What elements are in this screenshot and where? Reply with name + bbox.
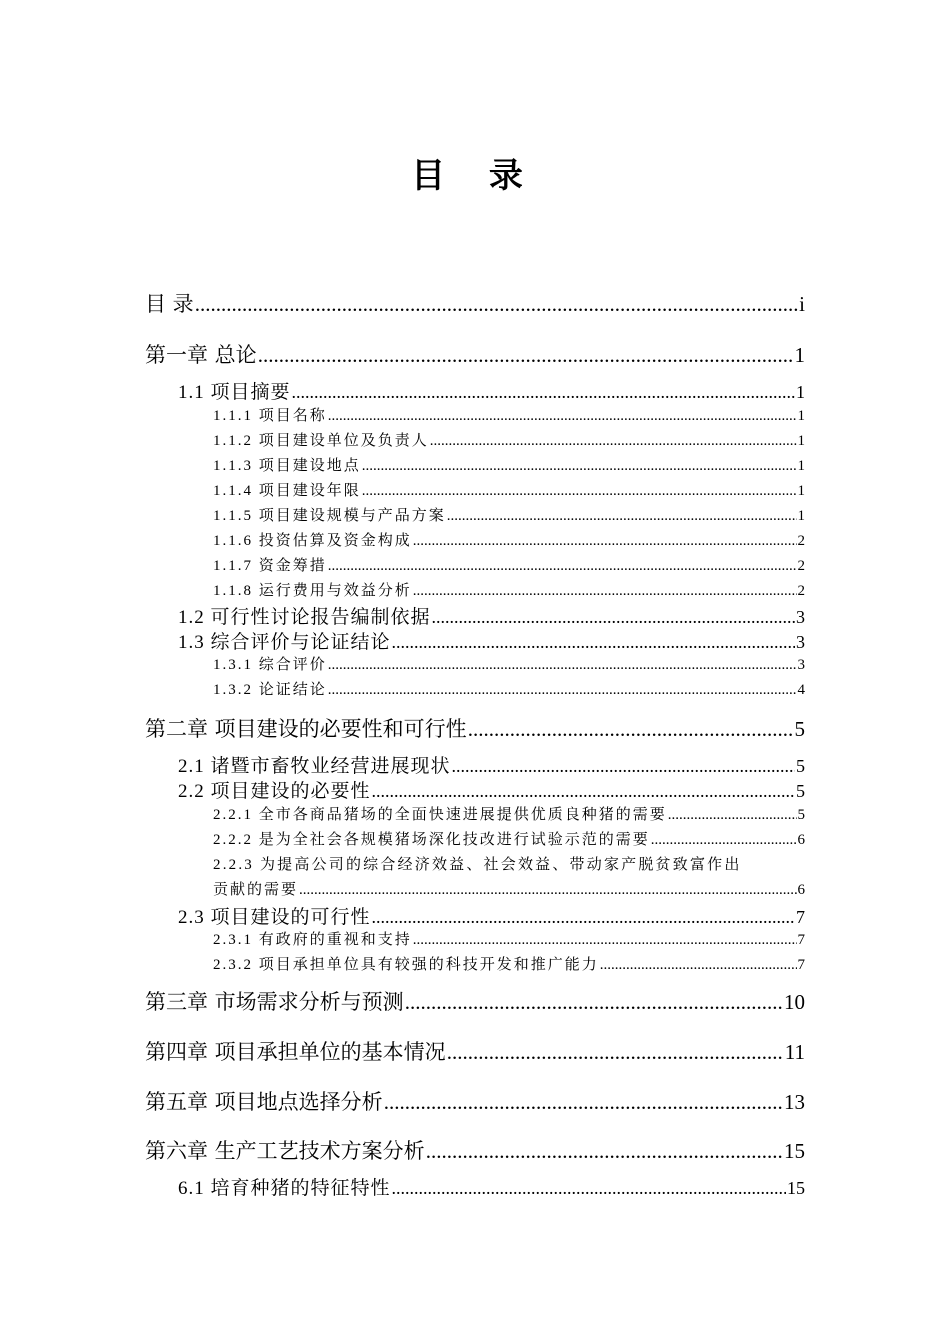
toc-leader-dots xyxy=(447,508,797,525)
toc-leader-dots xyxy=(392,632,795,653)
toc-leader-dots xyxy=(413,583,797,600)
toc-page-number: 1 xyxy=(797,458,805,474)
toc-leader-dots xyxy=(362,458,797,475)
toc-leader-dots xyxy=(405,990,783,1015)
toc-page-number: 7 xyxy=(797,932,805,948)
toc-leader-dots xyxy=(413,932,797,949)
toc-entry-text: 贡献的需要 xyxy=(213,882,299,898)
toc-entry-text: 1.2 可行性讨论报告编制依据 xyxy=(178,607,431,628)
toc-page-number: 7 xyxy=(797,957,805,973)
toc-entry[interactable] xyxy=(213,653,805,674)
toc-entry[interactable] xyxy=(178,377,805,404)
toc-entry[interactable] xyxy=(178,751,805,778)
toc-entry-text: 2.2 项目建设的必要性 xyxy=(178,781,371,802)
toc-entry-text: 1.3 综合评价与论证结论 xyxy=(178,632,391,653)
toc-page-number: 6 xyxy=(797,882,805,898)
toc-page-number: 6 xyxy=(797,832,805,848)
toc-entry[interactable] xyxy=(213,454,805,475)
toc-entry[interactable] xyxy=(145,1135,805,1165)
toc-leader-dots xyxy=(447,1040,784,1065)
toc-entry-text: 1.1.1 项目名称 xyxy=(213,408,327,424)
toc-entry[interactable] xyxy=(213,554,805,575)
toc-page-number: 3 xyxy=(796,607,805,627)
toc-entry[interactable] xyxy=(145,1086,805,1116)
toc-leader-dots xyxy=(328,408,797,425)
toc-entry[interactable] xyxy=(213,828,805,849)
toc-entry[interactable] xyxy=(213,803,805,824)
toc-page-number: 2 xyxy=(797,533,805,549)
toc-leader-dots xyxy=(258,343,794,368)
toc-page-number: 1 xyxy=(797,508,805,524)
toc-page-number: 13 xyxy=(784,1090,805,1114)
toc-entry-text: 第一章 总论 xyxy=(145,343,257,367)
toc-entry-text: 1.3.2 论证结论 xyxy=(213,682,327,698)
toc-entry-text: 1.1.2 项目建设单位及负责人 xyxy=(213,433,429,449)
toc-leader-dots xyxy=(430,433,797,450)
toc-entry-text: 1.1.4 项目建设年限 xyxy=(213,483,361,499)
toc-entry-text: 第六章 生产工艺技术方案分析 xyxy=(145,1139,425,1163)
toc-entry[interactable] xyxy=(213,504,805,525)
toc-entry[interactable] xyxy=(178,602,805,629)
toc-page-number: 1 xyxy=(797,483,805,499)
toc-leader-dots xyxy=(651,832,797,849)
page-title: 目 录 xyxy=(411,156,539,196)
toc-entry[interactable] xyxy=(145,713,805,743)
toc-page-number: 2 xyxy=(797,583,805,599)
toc-leader-dots xyxy=(426,1139,783,1164)
toc-leader-dots xyxy=(299,882,796,899)
toc-entry[interactable] xyxy=(213,529,805,550)
toc-entry-text: 1.1.3 项目建设地点 xyxy=(213,458,361,474)
toc-entry[interactable] xyxy=(213,928,805,949)
toc-entry-text: 2.2.2 是为全社会各规模猪场深化技改进行试验示范的需要 xyxy=(213,832,650,848)
toc-leader-dots xyxy=(372,907,795,928)
toc-entry-text: 1.1.5 项目建设规模与产品方案 xyxy=(213,508,446,524)
toc-page-number: 3 xyxy=(796,632,805,652)
toc-leader-dots xyxy=(600,957,797,974)
toc-page-number: 7 xyxy=(796,907,805,927)
toc-page-number: 5 xyxy=(796,781,805,801)
toc-entry[interactable] xyxy=(213,953,805,974)
toc-page-number: 15 xyxy=(787,1178,805,1198)
toc-entry[interactable] xyxy=(145,288,805,318)
toc-entry[interactable] xyxy=(178,1173,805,1200)
toc-page-number: 2 xyxy=(797,558,805,574)
toc-page-number: 4 xyxy=(797,682,805,698)
toc-page-number: 3 xyxy=(797,657,805,673)
toc-leader-dots xyxy=(468,717,794,742)
toc-entry-text: 第二章 项目建设的必要性和可行性 xyxy=(145,717,467,741)
toc-leader-dots xyxy=(432,607,795,628)
toc-entry-text: 2.3 项目建设的可行性 xyxy=(178,907,371,928)
toc-entry-text: 第四章 项目承担单位的基本情况 xyxy=(145,1040,446,1064)
toc-entry-text: 1.1.8 运行费用与效益分析 xyxy=(213,583,412,599)
toc-entry-text: 1.1.7 资金筹措 xyxy=(213,558,327,574)
toc-leader-dots xyxy=(328,657,797,674)
toc-entry-text: 1.1 项目摘要 xyxy=(178,382,291,403)
toc-page-number: 1 xyxy=(797,433,805,449)
toc-page-number: 5 xyxy=(794,717,805,741)
toc-entry[interactable] xyxy=(178,776,805,803)
toc-leader-dots xyxy=(195,292,798,317)
toc-entry-text: 1.1.6 投资估算及资金构成 xyxy=(213,533,412,549)
toc-leader-dots xyxy=(392,1178,786,1199)
toc-page-number: 15 xyxy=(784,1139,805,1163)
toc-entry-text: 目 录 xyxy=(145,292,194,316)
toc-entry[interactable] xyxy=(178,627,805,654)
toc-leader-dots xyxy=(384,1090,783,1115)
toc-entry[interactable] xyxy=(145,1036,805,1066)
toc-leader-dots xyxy=(452,756,795,777)
toc-leader-dots xyxy=(328,682,797,699)
toc-page-number: 1 xyxy=(797,408,805,424)
toc-entry[interactable] xyxy=(213,479,805,500)
toc-entry[interactable] xyxy=(213,429,805,450)
toc-entry[interactable] xyxy=(213,579,805,600)
toc-page-number: 1 xyxy=(796,382,805,402)
toc-entry-text: 2.1 诸暨市畜牧业经营进展现状 xyxy=(178,756,451,777)
toc-page-number: i xyxy=(799,292,805,316)
toc-leader-dots xyxy=(372,781,795,802)
toc-entry[interactable] xyxy=(213,404,805,425)
toc-entry-text: 1.3.1 综合评价 xyxy=(213,657,327,673)
toc-page-number: 10 xyxy=(784,990,805,1014)
toc-entry-text: 2.3.2 项目承担单位具有较强的科技开发和推广能力 xyxy=(213,957,599,973)
toc-page-number: 11 xyxy=(784,1040,805,1064)
toc-entry[interactable] xyxy=(213,678,805,699)
toc-page-number: 1 xyxy=(794,343,805,367)
toc-entry-text: 6.1 培育种猪的特征特性 xyxy=(178,1178,391,1199)
toc-entry[interactable] xyxy=(145,986,805,1016)
toc-page-number: 5 xyxy=(797,807,805,823)
toc-entry-text: 2.2.1 全市各商品猪场的全面快速进展提供优质良种猪的需要 xyxy=(213,807,667,823)
toc-leader-dots xyxy=(328,558,797,575)
toc-entry-text: 第五章 项目地点选择分析 xyxy=(145,1090,383,1114)
toc-entry[interactable] xyxy=(145,339,805,369)
toc-leader-dots xyxy=(413,533,797,550)
toc-entry[interactable] xyxy=(178,902,805,929)
toc-page-number: 5 xyxy=(796,756,805,776)
toc-leader-dots xyxy=(362,483,797,500)
toc-entry-wrapped-line[interactable]: 2.2.3 为提高公司的综合经济效益、社会效益、带动家产脱贫致富作出 xyxy=(213,857,742,873)
toc-leader-dots xyxy=(668,807,797,824)
toc-entry-text: 2.3.1 有政府的重视和支持 xyxy=(213,932,412,948)
toc-entry-text: 第三章 市场需求分析与预测 xyxy=(145,990,404,1014)
toc-entry[interactable] xyxy=(213,878,805,899)
toc-leader-dots xyxy=(292,382,795,403)
